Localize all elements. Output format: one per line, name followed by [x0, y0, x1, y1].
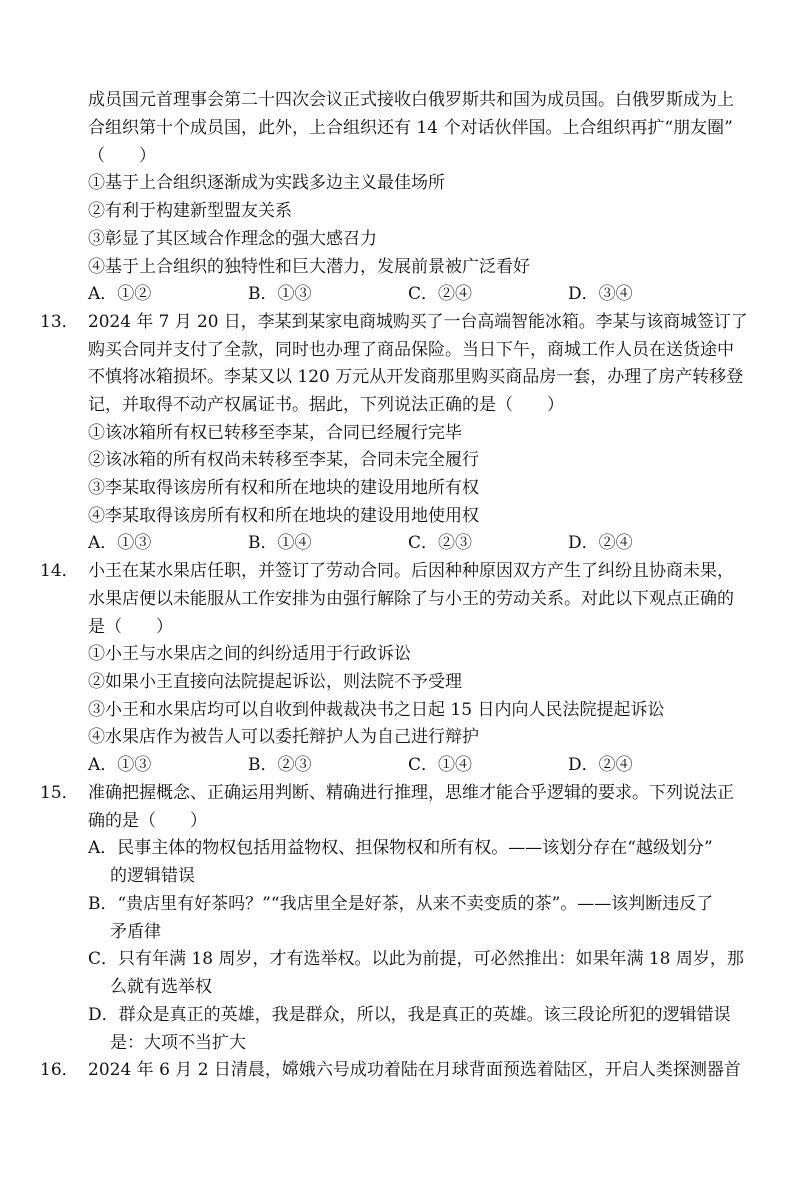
option-b: B．①③	[248, 284, 312, 304]
option-c: C．①④	[408, 755, 473, 775]
q13-options	[88, 532, 728, 554]
q13-stem-line-4: 记，并取得不动产权属证书。据此，下列说法正确的是（ ）	[88, 395, 564, 415]
option-d: D．③④	[568, 284, 633, 304]
intro-statement-2: ②有利于构建新型盟友关系	[88, 201, 292, 221]
q13-stem-line-2: 购买合同并支付了全款，同时也办理了商品保险。当日下午，商城工作人员在送货途中	[88, 340, 734, 360]
q13-statement-4: ④李某取得该房所有权和所在地块的建设用地使用权	[88, 506, 479, 526]
q15-choice-a: A．民事主体的物权包括用益物权、担保物权和所有权。——该划分存在“越级划分”	[88, 838, 713, 858]
q16-stem-line-1: 2024 年 6 月 2 日清晨，嫦娥六号成功着陆在月球背面预选着陆区，开启人类探测器首	[88, 1060, 741, 1080]
q14-statement-4: ④水果店作为被告人可以委托辩护人为自己进行辩护	[88, 727, 479, 747]
intro-statement-1: ①基于上合组织逐渐成为实践多边主义最佳场所	[88, 173, 445, 193]
q15-choice-c-cont: 么就有选举权	[110, 977, 212, 997]
q14-statement-1: ①小王与水果店之间的纠纷适用于行政诉讼	[88, 644, 411, 664]
q13-number: 13．	[40, 312, 79, 332]
q13-statement-1: ①该冰箱所有权已转移至李某，合同已经履行完毕	[88, 423, 462, 443]
intro-stem-line-1: 成员国元首理事会第二十四次会议正式接收白俄罗斯共和国为成员国。白俄罗斯成为上	[88, 90, 734, 110]
option-c: C．②③	[408, 533, 473, 553]
q14-statement-2: ②如果小王直接向法院提起诉讼，则法院不予受理	[88, 672, 462, 692]
intro-answer-blank: （ ）	[88, 146, 156, 166]
option-b: B．②③	[248, 755, 312, 775]
option-a: A．①③	[88, 533, 152, 553]
q15-choice-d-cont: 是：大项不当扩大	[110, 1033, 246, 1053]
q13-statement-2: ②该冰箱的所有权尚未转移至李某，合同未完全履行	[88, 450, 479, 470]
option-a: A．①③	[88, 755, 152, 775]
q13-stem-line-3: 不慎将冰箱损坏。李某又以 120 万元从开发商那里购买商品房一套，办理了房产转移登	[88, 367, 744, 387]
intro-options	[88, 283, 728, 305]
q13-stem-line-1: 2024 年 7 月 20 日，李某到某家电商城购买了一台高端智能冰箱。李某与该商城签订了	[88, 312, 748, 332]
q15-stem-line-2: 确的是（ ）	[88, 811, 207, 831]
q15-choice-c: C．只有年满 18 周岁，才有选举权。以此为前提，可必然推出：如果年满 18 周岁，那	[88, 949, 744, 969]
q14-stem-line-1: 小王在某水果店任职，并签订了劳动合同。后因种种原因双方产生了纠纷且协商未果，	[88, 561, 734, 581]
intro-stem-line-2: 合组织第十个成员国，此外，上合组织还有 14 个对话伙伴国。上合组织再扩“朋友圈”	[88, 118, 733, 138]
q14-options	[88, 754, 728, 776]
q14-statement-3: ③小王和水果店均可以自收到仲裁裁决书之日起 15 日内向人民法院提起诉讼	[88, 700, 665, 720]
option-b: B．①④	[248, 533, 312, 553]
q15-choice-d: D．群众是真正的英雄，我是群众，所以，我是真正的英雄。该三段论所犯的逻辑错误	[88, 1005, 731, 1025]
option-c: C．②④	[408, 284, 473, 304]
option-d: D．②④	[568, 755, 633, 775]
intro-statement-4: ④基于上合组织的独特性和巨大潜力，发展前景被广泛看好	[88, 257, 530, 277]
option-a: A．①②	[88, 284, 152, 304]
q14-number: 14．	[40, 561, 79, 581]
q15-number: 15．	[40, 783, 79, 803]
q15-stem-line-1: 准确把握概念、正确运用判断、精确进行推理，思维才能合乎逻辑的要求。下列说法正	[88, 783, 734, 803]
q15-choice-b: B．“贵店里有好茶吗？”“我店里全是好茶，从来不卖变质的茶”。——该判断违反了	[88, 894, 714, 914]
option-d: D．②④	[568, 533, 633, 553]
q16-number: 16．	[40, 1060, 79, 1080]
q14-stem-line-3: 是（ ）	[88, 617, 173, 637]
q15-choice-a-cont: 的逻辑错误	[110, 866, 195, 886]
q14-stem-line-2: 水果店便以未能服从工作安排为由强行解除了与小王的劳动关系。对此以下观点正确的	[88, 589, 734, 609]
q13-statement-3: ③李某取得该房所有权和所在地块的建设用地所有权	[88, 478, 479, 498]
intro-statement-3: ③彰显了其区域合作理念的强大感召力	[88, 229, 377, 249]
q15-choice-b-cont: 矛盾律	[110, 922, 161, 942]
